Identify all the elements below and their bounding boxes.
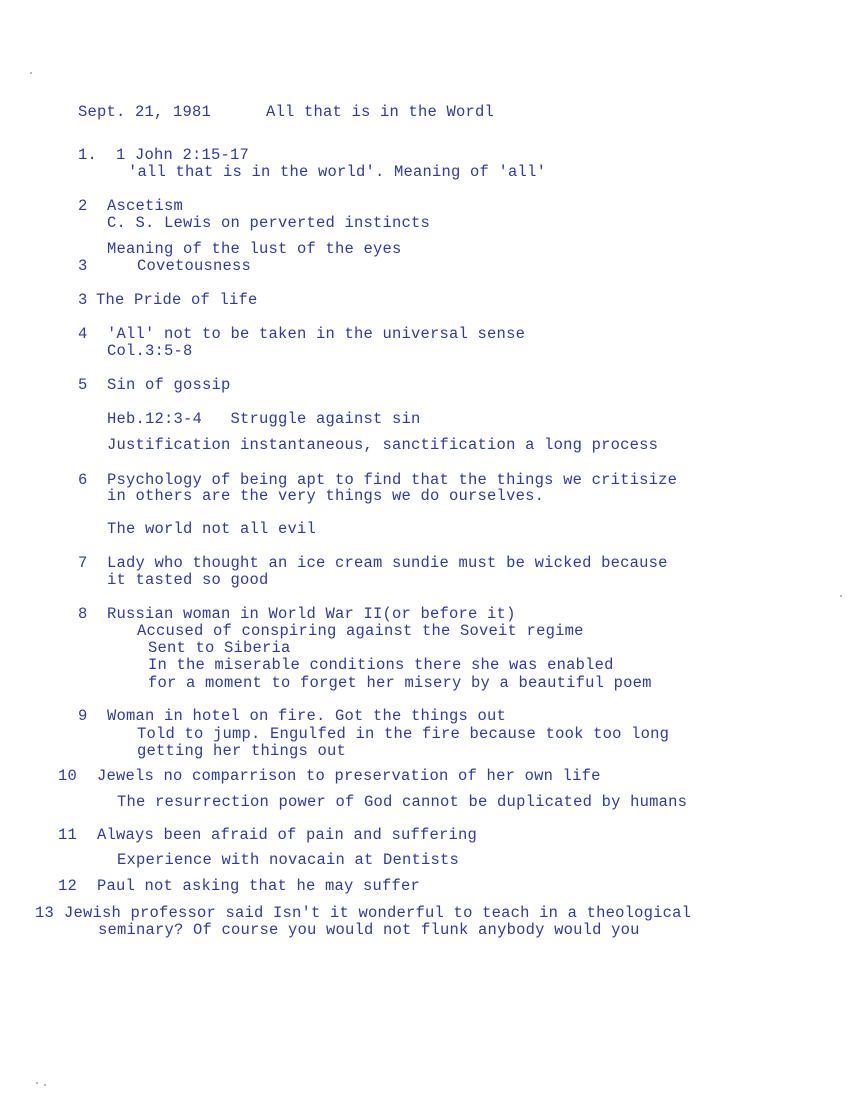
item-text: The resurrection power of God cannot be duplicated by humans [117, 793, 688, 811]
item-text: Justification instantaneous, sanctification a long process [107, 436, 659, 454]
item-text: Experience with novacain at Dentists [117, 851, 460, 869]
item-number: 12 [58, 877, 78, 895]
item-text: 1 John 2:15-17 [116, 146, 250, 164]
item-number: 4 [78, 325, 88, 343]
item-number: 13 [35, 904, 55, 922]
item-text: in others are the very things we do ourselves. [107, 487, 545, 505]
item-text: The Pride of life [96, 291, 258, 309]
item-text: Col.3:5-8 [107, 342, 193, 360]
item-text: Russian woman in World War II(or before it) [107, 605, 516, 623]
item-text: 'All' not to be taken in the universal sense [107, 325, 526, 343]
item-text: Paul not asking that he may suffer [97, 877, 421, 895]
item-text: for a moment to forget her misery by a beautiful poem [148, 674, 652, 692]
item-text: Covetousness [137, 257, 252, 275]
item-number: 11 [58, 826, 78, 844]
item-text: Woman in hotel on fire. Got the things out [107, 707, 507, 725]
scan-speck [30, 72, 32, 74]
item-text: getting her things out [137, 742, 347, 760]
item-number: 10 [58, 767, 78, 785]
item-text: Lady who thought an ice cream sundie must be wicked because [107, 554, 668, 572]
item-text: Always been afraid of pain and suffering [97, 826, 478, 844]
item-text: Heb.12:3-4 Struggle against sin [107, 410, 421, 428]
item-number: 7 [78, 554, 88, 572]
item-number: 8 [78, 605, 88, 623]
item-text: Jewels no comparrison to preservation of her own life [97, 767, 601, 785]
item-number: 2 [78, 197, 88, 215]
item-text: Sent to Siberia [148, 639, 291, 657]
item-text: In the miserable conditions there she was enabled [148, 656, 614, 674]
document-title: All that is in the Wordl [266, 103, 495, 121]
item-text: Sin of gossip [107, 376, 231, 394]
document-date: Sept. 21, 1981 [78, 103, 212, 121]
item-text: seminary? Of course you would not flunk anybody would you [98, 921, 640, 939]
item-text: Ascetism [107, 197, 184, 215]
item-number: 6 [78, 471, 88, 489]
item-number: 1. [78, 146, 98, 164]
item-number: 9 [78, 707, 88, 725]
item-text: The world not all evil [107, 520, 317, 538]
item-number: 5 [78, 376, 88, 394]
item-text: Accused of conspiring against the Soveit regime [137, 622, 584, 640]
item-number: 3 [78, 257, 88, 275]
item-text: Psychology of being apt to find that the things we critisize [107, 471, 678, 489]
item-text: Jewish professor said Isn't it wonderful to teach in a theological [64, 904, 692, 922]
item-number: 3 [78, 291, 88, 309]
scan-speck [44, 1084, 46, 1086]
scan-speck [840, 595, 842, 597]
item-text: 'all that is in the world'. Meaning of 'all' [128, 163, 547, 181]
scan-speck [36, 1082, 38, 1084]
item-text: it tasted so good [107, 571, 269, 589]
item-text: C. S. Lewis on perverted instincts [107, 214, 431, 232]
item-text: Meaning of the lust of the eyes [107, 240, 402, 258]
item-text: Told to jump. Engulfed in the fire because took too long [137, 725, 670, 743]
